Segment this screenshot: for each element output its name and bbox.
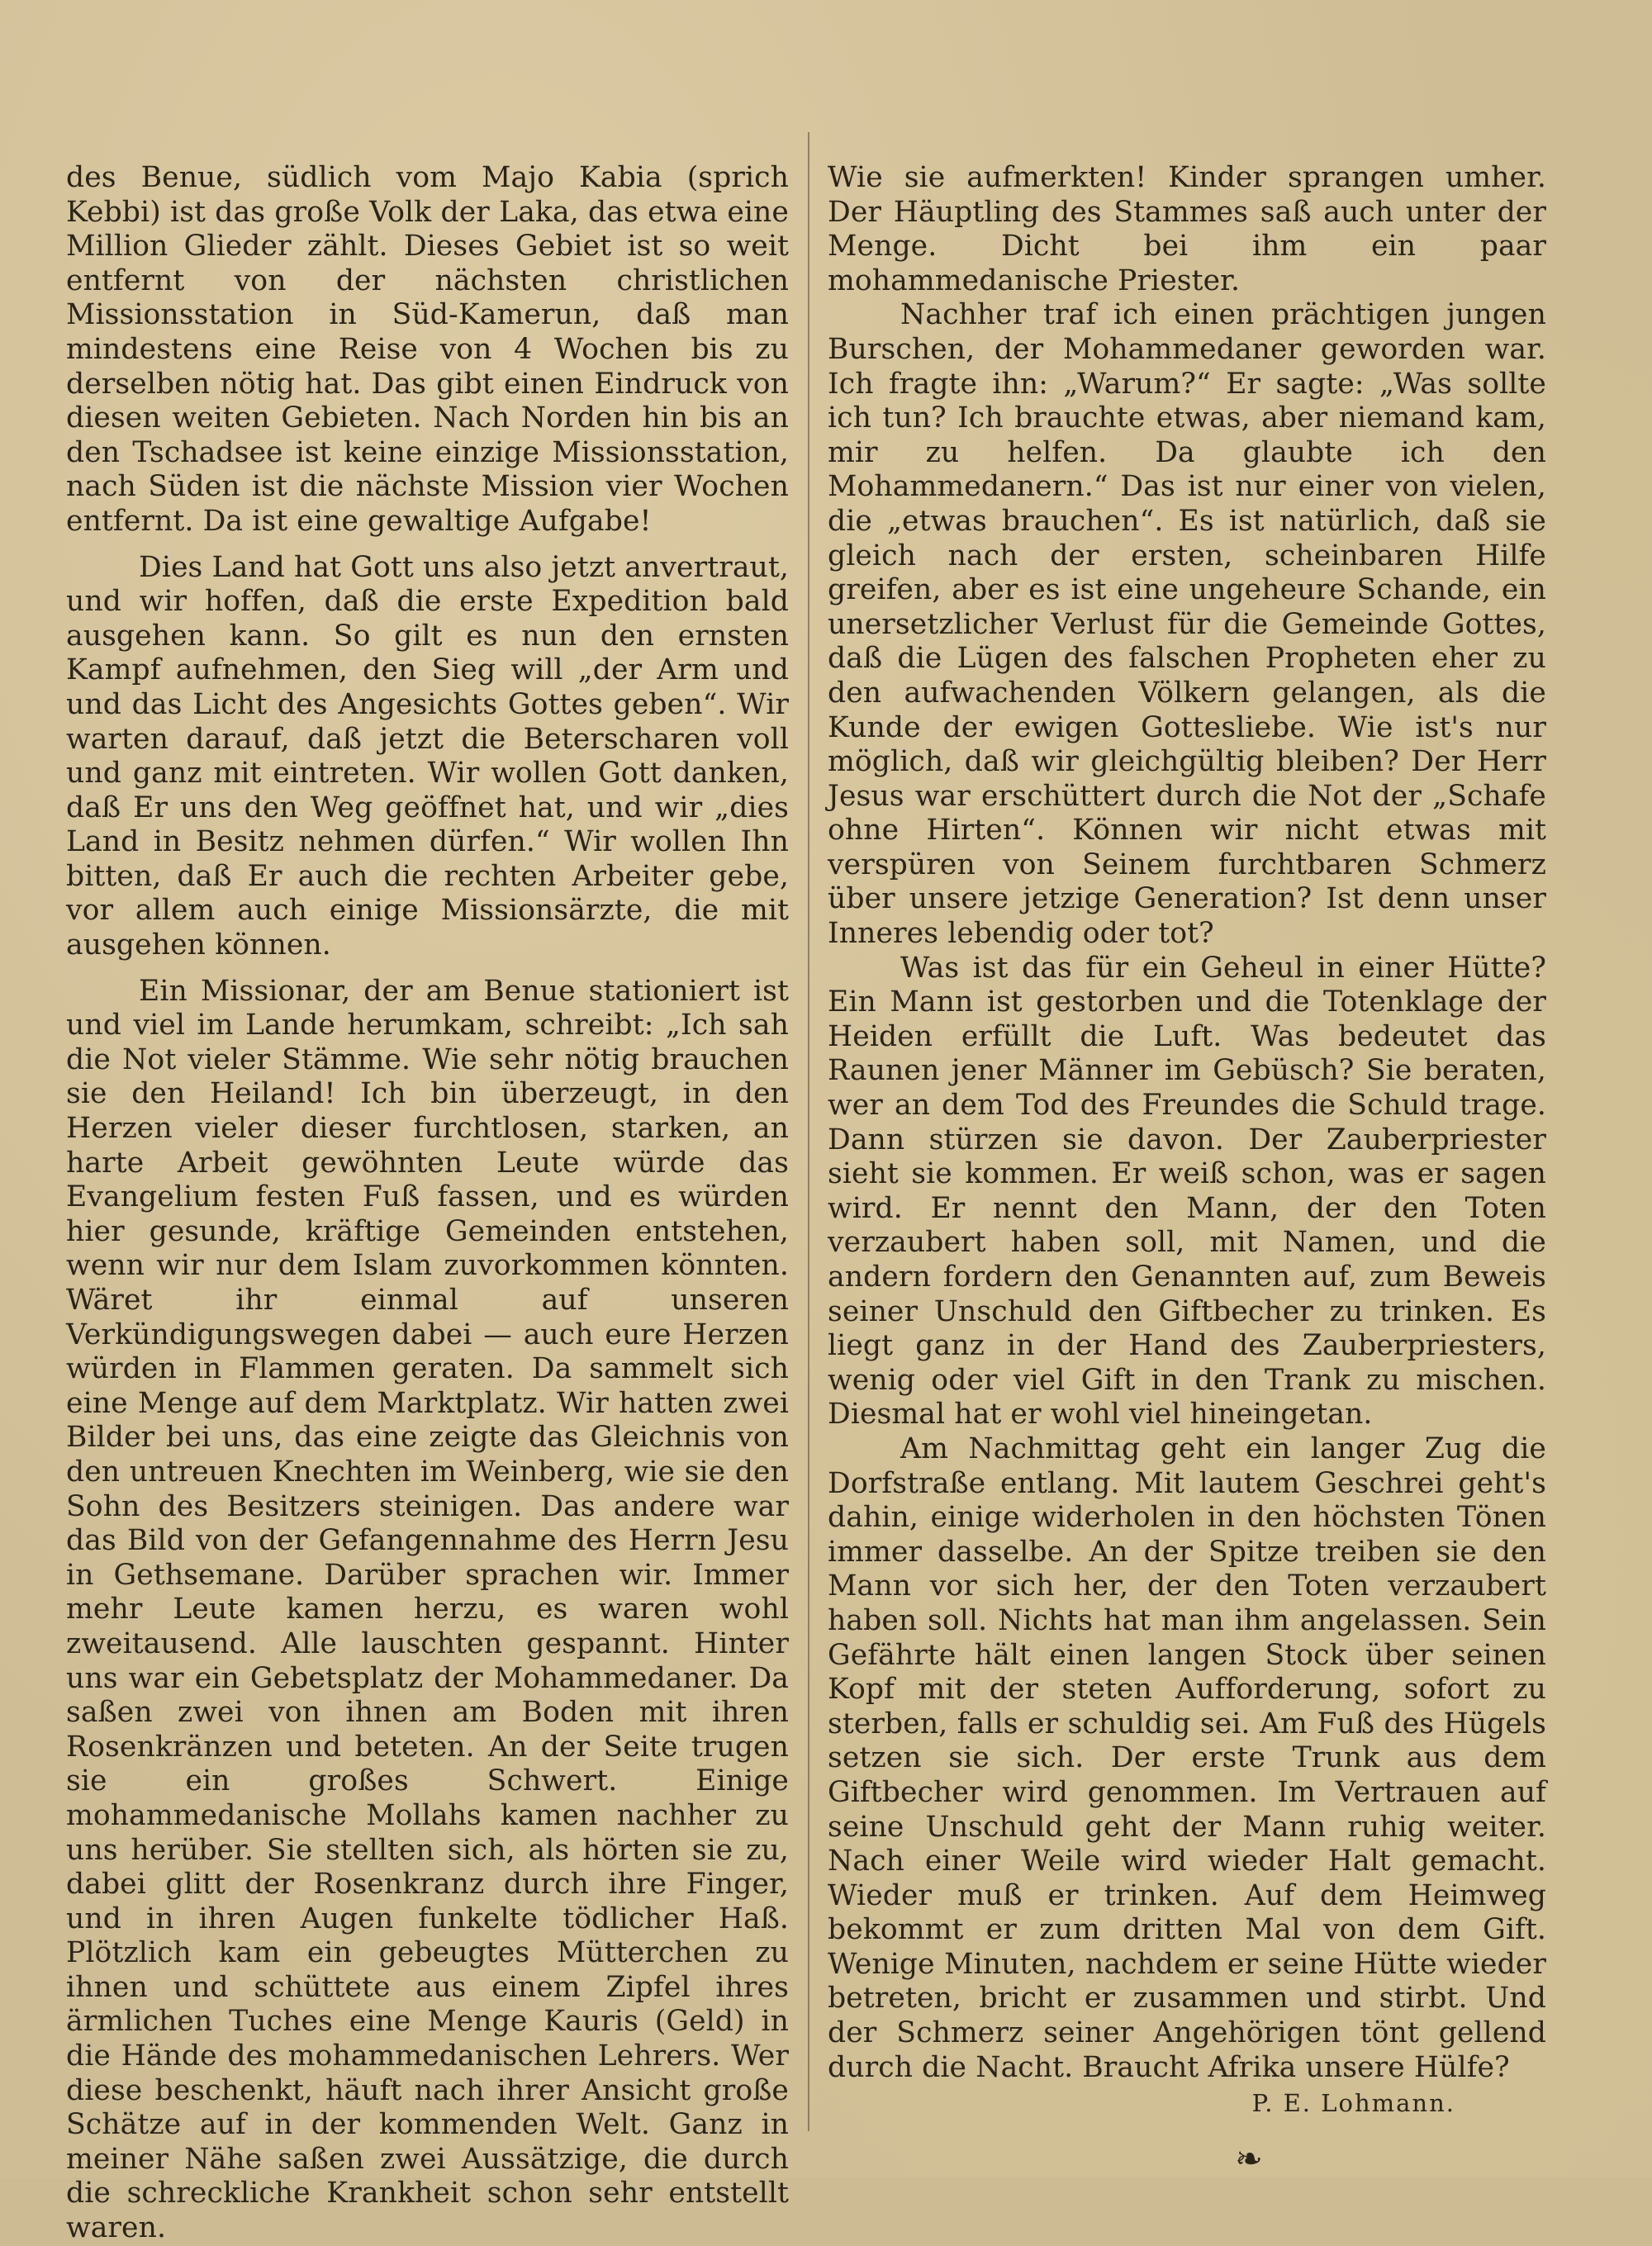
- paragraph: Dies Land hat Gott uns also jetzt anvertraut, und wir hoffen, daß die erste Expedition bald ausgehen kann. So gilt es nun den ernsten Kampf aufnehmen, den Sieg will „der Arm und und das Licht des Angesichts Gottes geben“. Wir warten darauf, daß jetzt die Beterscharen voll und ganz mit eintreten. Wir wollen Gott danken, daß Er uns den Weg geöffnet hat, und wir „dies Land in Besitz nehmen dürfen.“ Wir wollen Ihn bitten, daß Er auch die rechten Arbeiter gebe, vor allem auch einige Missionsärzte, die mit ausgehen können.: [66, 550, 789, 962]
- paragraph: Was ist das für ein Geheul in einer Hütte? Ein Mann ist gestorben und die Totenklage der Heiden erfüllt die Luft. Was bedeutet das Raunen jener Männer im Gebüsch? Sie beraten, wer an dem Tod des Freundes die Schuld trage. Dann stürzen sie davon. Der Zauberpriester sieht sie kommen. Er weiß schon, was er sagen wird. Er nennt den Mann, der den Toten verzaubert haben soll, mit Namen, und die andern fordern den Genannten auf, zum Beweis seiner Unschuld den Giftbecher zu trinken. Es liegt ganz in der Hand des Zauberpriesters, wenig oder viel Gift in den Trank zu mischen. Diesmal hat er wohl viel hineingetan.: [828, 951, 1546, 1432]
- author-signature: P. E. Lohmann.: [1251, 2089, 1455, 2118]
- right-column: [828, 161, 1546, 2177]
- paragraph: Wie sie aufmerkten! Kinder sprangen umher. Der Häuptling des Stammes saß auch unter der Menge. Dicht bei ihm ein paar mohammedanische Priester.: [828, 161, 1546, 297]
- column-divider: [808, 132, 809, 2131]
- fleuron-icon: ❧: [1235, 2140, 1263, 2179]
- paragraph: Am Nachmittag geht ein langer Zug die Dorfstraße entlang. Mit lautem Geschrei geht's dahin, einige widerholen in den höchsten Tönen immer dasselbe. An der Spitze treiben sie den Mann vor sich her, der den Toten verzaubert haben soll. Nichts hat man ihm angelassen. Sein Gefährte hält einen langen Stock über seinen Kopf mit der steten Aufforderung, sofort zu sterben, falls er schuldig sei. Am Fuß des Hügels setzen sie sich. Der erste Trunk aus dem Giftbecher wird genommen. Im Vertrauen auf seine Unschuld geht der Mann ruhig weiter. Nach einer Weile wird wieder Halt gemacht. Wieder muß er trinken. Auf dem Heimweg bekommt er zum dritten Mal von dem Gift. Wenige Minuten, nachdem er seine Hütte wieder betreten, bricht er zusammen und stirbt. Und der Schmerz seiner Angehörigen tönt gellend durch die Nacht. Braucht Afrika unsere Hülfe?: [828, 1432, 1546, 2084]
- left-column: [66, 161, 789, 2246]
- paragraph: Ein Missionar, der am Benue stationiert ist und viel im Lande herumkam, schreibt: „Ich sah die Not vieler Stämme. Wie sehr nötig brauchen sie den Heiland! Ich bin überzeugt, in den Herzen vieler dieser furchtlosen, starken, an harte Arbeit gewöhnten Leute würde das Evangelium festen Fuß fassen, und es würden hier gesunde, kräftige Gemeinden entstehen, wenn wir nur dem Islam zuvorkommen könnten. Wäret ihr einmal auf unseren Verkündigungswegen dabei — auch eure Herzen würden in Flammen geraten. Da sammelt sich eine Menge auf dem Marktplatz. Wir hatten zwei Bilder bei uns, das eine zeigte das Gleichnis von den untreuen Knechten im Weinberg, wie sie den Sohn des Besitzers steinigen. Das andere war das Bild von der Gefangennahme des Herrn Jesu in Gethsemane. Darüber sprachen wir. Immer mehr Leute kamen herzu, es waren wohl zweitausend. Alle lauschten gespannt. Hinter uns war ein Gebetsplatz der Mohammedaner. Da saßen zwei von ihnen am Boden mit ihren Rosenkränzen und beteten. An der Seite trugen sie ein großes Schwert. Einige mohammedanische Mollahs kamen nachher zu uns herüber. Sie stellten sich, als hörten sie zu, dabei glitt der Rosenkranz durch ihre Finger, und in ihren Augen funkelte tödlicher Haß. Plötzlich kam ein gebeugtes Mütterchen zu ihnen und schüttete aus einem Zipfel ihres ärmlichen Tuches eine Menge Kauris (Geld) in die Hände des mohammedanischen Lehrers. Wer diese beschenkt, häuft nach ihrer Ansicht große Schätze auf in der kommenden Welt. Ganz in meiner Nähe saßen zwei Aussätzige, die durch die schreckliche Krankheit schon sehr entstellt waren.: [66, 974, 789, 2245]
- paragraph: Nachher traf ich einen prächtigen jungen Burschen, der Mohammedaner geworden war. Ich fragte ihn: „Warum?“ Er sagte: „Was sollte ich tun? Ich brauchte etwas, aber niemand kam, mir zu helfen. Da glaubte ich den Mohammedanern.“ Das ist nur einer von vielen, die „etwas brauchen“. Es ist natürlich, daß sie gleich nach der ersten, scheinbaren Hilfe greifen, aber es ist eine ungeheure Schande, ein unersetzlicher Verlust für die Gemeinde Gottes, daß die Lügen des falschen Propheten eher zu den aufwachenden Völkern gelangen, als die Kunde der ewigen Gottesliebe. Wie ist's nur möglich, daß wir gleichgültig bleiben? Der Herr Jesus war erschüttert durch die Not der „Schafe ohne Hirten“. Können wir nicht etwas mit verspüren von Seinem furchtbaren Schmerz über unsere jetzige Generation? Ist denn unser Inneres lebendig oder tot?: [828, 298, 1546, 951]
- paragraph: des Benue, südlich vom Majo Kabia (sprich Kebbi) ist das große Volk der Laka, das etwa eine Million Glieder zählt. Dieses Gebiet ist so weit entfernt von der nächsten christlichen Missionsstation in Süd-Kamerun, daß man mindestens eine Reise von 4 Wochen bis zu derselben nötig hat. Das gibt einen Eindruck von diesen weiten Gebieten. Nach Norden hin bis an den Tschadsee ist keine einzige Missionsstation, nach Süden ist die nächste Mission vier Wochen entfernt. Da ist eine gewaltige Aufgabe!: [66, 161, 789, 538]
